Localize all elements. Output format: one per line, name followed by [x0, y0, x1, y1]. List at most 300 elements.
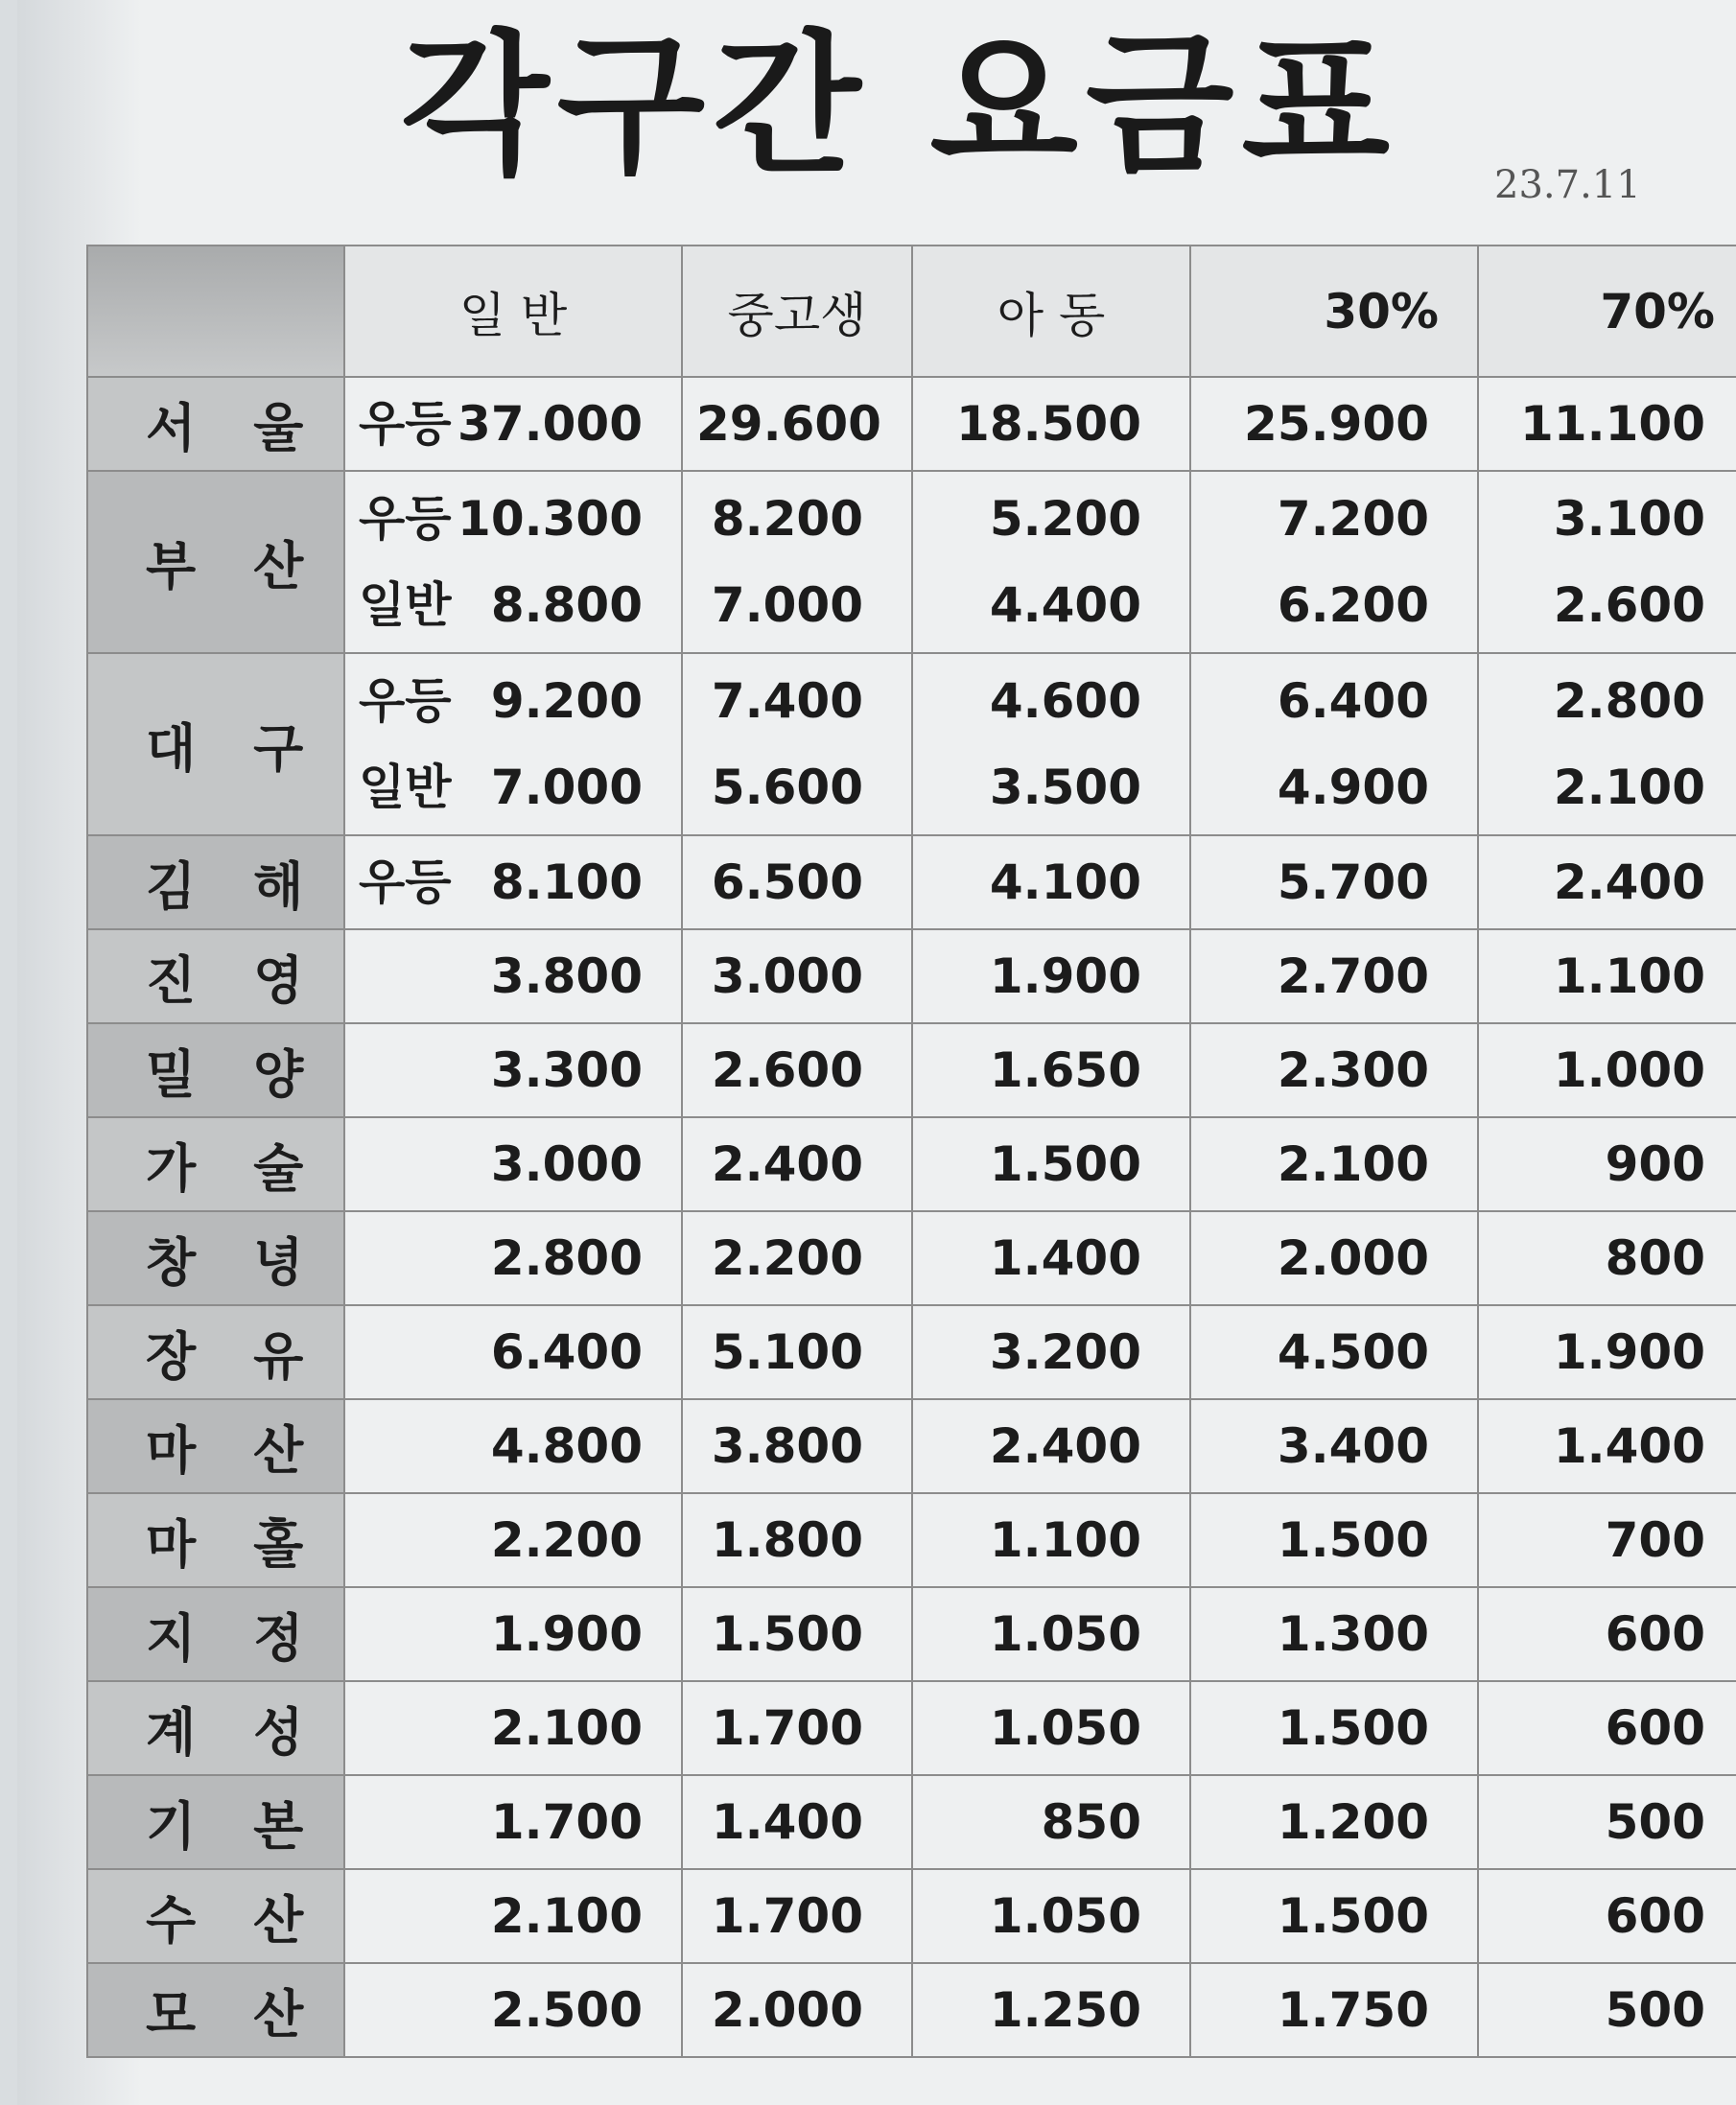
fare-value: 2.800 — [490, 1230, 643, 1286]
fare-cell-general — [344, 1493, 682, 1587]
fare-line — [359, 839, 643, 925]
station-name: 부산 — [87, 471, 344, 653]
fare-value: 3.000 — [490, 1136, 643, 1192]
fare-value: 4.900 — [1277, 760, 1429, 815]
table-row — [87, 1869, 1736, 1963]
fare-line — [927, 1779, 1141, 1865]
fare-line — [1492, 476, 1705, 562]
fare-value: 2.400 — [711, 1136, 863, 1192]
fare-line — [1492, 1121, 1705, 1207]
fare-value: 3.800 — [490, 948, 643, 1004]
fare-value: 1.100 — [989, 1512, 1141, 1568]
fare-value: 2.200 — [711, 1230, 863, 1286]
table-row — [87, 835, 1736, 929]
fare-cell-child — [912, 835, 1190, 929]
fare-cell-student — [682, 1493, 912, 1587]
fare-value: 11.100 — [1520, 396, 1705, 452]
station-name: 김해 — [87, 835, 344, 929]
fare-table-body — [87, 377, 1736, 2057]
fare-cell-p30 — [1190, 1211, 1478, 1305]
fare-line — [696, 744, 863, 830]
fare-value: 1.050 — [989, 1888, 1141, 1944]
fare-value: 1.900 — [989, 948, 1141, 1004]
fare-value: 850 — [1041, 1794, 1141, 1850]
fare-line — [359, 1779, 643, 1865]
fare-line — [696, 562, 863, 648]
station-name: 지정 — [87, 1587, 344, 1681]
fare-line — [1492, 1309, 1705, 1395]
fare-value: 7.400 — [711, 673, 863, 729]
fare-line — [1205, 1779, 1429, 1865]
fare-cell-p70 — [1478, 1211, 1736, 1305]
fare-cell-student — [682, 653, 912, 835]
fare-line — [1492, 1027, 1705, 1113]
fare-value: 500 — [1605, 1982, 1705, 2038]
fare-line — [696, 1685, 863, 1771]
fare-value: 9.200 — [490, 673, 643, 729]
column-header: 중고생 — [682, 246, 912, 377]
fare-line — [696, 1309, 863, 1395]
fare-value: 1.500 — [1277, 1700, 1429, 1756]
fare-cell-p70 — [1478, 1493, 1736, 1587]
class-label: 우등 — [359, 673, 452, 729]
fare-line — [1205, 381, 1429, 467]
fare-cell-p30 — [1190, 1869, 1478, 1963]
fare-line — [696, 1779, 863, 1865]
fare-cell-child — [912, 1399, 1190, 1493]
fare-value: 1.250 — [989, 1982, 1141, 2038]
fare-value: 1.500 — [1277, 1512, 1429, 1568]
fare-line — [1205, 1873, 1429, 1959]
fare-cell-p70 — [1478, 653, 1736, 835]
fare-line — [927, 1591, 1141, 1677]
fare-cell-student — [682, 929, 912, 1023]
fare-value: 37.000 — [457, 396, 643, 452]
fare-cell-student — [682, 835, 912, 929]
station-name: 모산 — [87, 1963, 344, 2057]
fare-cell-general — [344, 1963, 682, 2057]
fare-value: 600 — [1605, 1888, 1705, 1944]
fare-value: 5.200 — [989, 491, 1141, 547]
header-row — [87, 246, 1736, 377]
fare-line — [1492, 381, 1705, 467]
fare-cell-p70 — [1478, 835, 1736, 929]
fare-value: 1.750 — [1277, 1982, 1429, 2038]
fare-value: 5.600 — [711, 760, 863, 815]
fare-cell-p30 — [1190, 1399, 1478, 1493]
fare-cell-general — [344, 1211, 682, 1305]
fare-line — [927, 381, 1141, 467]
fare-line — [927, 1215, 1141, 1301]
fare-line — [1205, 1027, 1429, 1113]
fare-value: 1.800 — [711, 1512, 863, 1568]
fare-line — [1492, 1873, 1705, 1959]
fare-cell-general — [344, 929, 682, 1023]
station-name: 기본 — [87, 1775, 344, 1869]
station-name: 장유 — [87, 1305, 344, 1399]
fare-cell-general — [344, 1117, 682, 1211]
fare-value: 1.900 — [490, 1606, 643, 1662]
table-row — [87, 1681, 1736, 1775]
fare-cell-p70 — [1478, 1117, 1736, 1211]
fare-value: 2.600 — [1553, 577, 1705, 633]
fare-value: 1.300 — [1277, 1606, 1429, 1662]
fare-line — [696, 381, 881, 467]
column-header: 일 반 — [344, 246, 682, 377]
fare-sheet — [17, 0, 1736, 2105]
table-row — [87, 377, 1736, 471]
class-label: 일반 — [359, 760, 452, 815]
class-label: 우등 — [359, 854, 452, 910]
fare-line — [1205, 1685, 1429, 1771]
fare-value: 4.400 — [989, 577, 1141, 633]
fare-cell-student — [682, 1681, 912, 1775]
fare-value: 1.050 — [989, 1606, 1141, 1662]
fare-cell-p70 — [1478, 1587, 1736, 1681]
fare-line — [927, 1685, 1141, 1771]
fare-value: 3.400 — [1277, 1418, 1429, 1474]
class-label: 일반 — [359, 577, 452, 633]
table-row — [87, 1305, 1736, 1399]
station-name: 계성 — [87, 1681, 344, 1775]
fare-cell-p70 — [1478, 1681, 1736, 1775]
fare-line — [1205, 476, 1429, 562]
fare-value: 2.700 — [1277, 948, 1429, 1004]
fare-line — [696, 1403, 863, 1489]
fare-line — [359, 1403, 643, 1489]
table-row — [87, 653, 1736, 835]
fare-cell-general — [344, 1305, 682, 1399]
fare-line — [1492, 658, 1705, 744]
fare-value: 6.500 — [711, 854, 863, 910]
fare-line — [696, 1873, 863, 1959]
fare-line — [1492, 839, 1705, 925]
fare-cell-child — [912, 929, 1190, 1023]
fare-line — [927, 658, 1141, 744]
fare-line — [696, 658, 863, 744]
fare-line — [1492, 1967, 1705, 2053]
fare-value: 6.400 — [1277, 673, 1429, 729]
fare-line — [927, 562, 1141, 648]
class-label: 우등 — [359, 491, 452, 547]
fare-cell-general — [344, 1869, 682, 1963]
station-name: 진영 — [87, 929, 344, 1023]
fare-value: 2.100 — [1553, 760, 1705, 815]
fare-line — [359, 1121, 643, 1207]
fare-cell-child — [912, 471, 1190, 653]
fare-cell-p30 — [1190, 1963, 1478, 2057]
fare-cell-student — [682, 377, 912, 471]
corner-cell — [87, 246, 344, 377]
fare-cell-general — [344, 1399, 682, 1493]
fare-cell-child — [912, 1587, 1190, 1681]
fare-cell-general — [344, 1775, 682, 1869]
fare-line — [1205, 1497, 1429, 1583]
fare-cell-p70 — [1478, 1023, 1736, 1117]
fare-value: 1.400 — [989, 1230, 1141, 1286]
fare-value: 7.000 — [711, 577, 863, 633]
fare-line — [696, 1215, 863, 1301]
fare-value: 2.800 — [1553, 673, 1705, 729]
fare-value: 1.500 — [711, 1606, 863, 1662]
fare-cell-student — [682, 1399, 912, 1493]
fare-line — [359, 1215, 643, 1301]
table-row — [87, 1023, 1736, 1117]
fare-cell-p70 — [1478, 1963, 1736, 2057]
fare-line — [696, 1027, 863, 1113]
fare-value: 1.700 — [711, 1700, 863, 1756]
fare-cell-p30 — [1190, 1587, 1478, 1681]
station-name: 서울 — [87, 377, 344, 471]
fare-value: 3.000 — [711, 948, 863, 1004]
fare-value: 25.900 — [1244, 396, 1429, 452]
fare-line — [1492, 744, 1705, 830]
fare-value: 2.000 — [711, 1982, 863, 2038]
fare-value: 5.100 — [711, 1324, 863, 1380]
fare-line — [927, 1967, 1141, 2053]
table-row — [87, 1587, 1736, 1681]
table-row — [87, 1963, 1736, 2057]
fare-cell-general — [344, 1681, 682, 1775]
fare-cell-p30 — [1190, 377, 1478, 471]
fare-cell-p30 — [1190, 1493, 1478, 1587]
station-name: 마홀 — [87, 1493, 344, 1587]
fare-value: 500 — [1605, 1794, 1705, 1850]
fare-cell-student — [682, 1587, 912, 1681]
fare-value: 6.400 — [490, 1324, 643, 1380]
fare-line — [1492, 1779, 1705, 1865]
fare-value: 1.650 — [989, 1042, 1141, 1098]
fare-line — [696, 1497, 863, 1583]
fare-cell-p30 — [1190, 1305, 1478, 1399]
fare-cell-p30 — [1190, 471, 1478, 653]
fare-value: 900 — [1605, 1136, 1705, 1192]
fare-value: 6.200 — [1277, 577, 1429, 633]
fare-value: 1.700 — [711, 1888, 863, 1944]
fare-value: 4.500 — [1277, 1324, 1429, 1380]
fare-line — [1492, 1591, 1705, 1677]
fare-line — [1492, 1215, 1705, 1301]
fare-value: 1.500 — [1277, 1888, 1429, 1944]
fare-value: 1.400 — [1553, 1418, 1705, 1474]
fare-cell-child — [912, 1681, 1190, 1775]
station-name: 창녕 — [87, 1211, 344, 1305]
fare-line — [1205, 1591, 1429, 1677]
station-name: 수산 — [87, 1869, 344, 1963]
fare-line — [359, 744, 643, 830]
fare-value: 1.700 — [490, 1794, 643, 1850]
class-label: 우등 — [359, 396, 452, 452]
fare-cell-child — [912, 1963, 1190, 2057]
table-row — [87, 1493, 1736, 1587]
table-row — [87, 1117, 1736, 1211]
fare-value: 600 — [1605, 1606, 1705, 1662]
station-name: 대구 — [87, 653, 344, 835]
fare-cell-child — [912, 1869, 1190, 1963]
fare-value: 4.100 — [989, 854, 1141, 910]
fare-line — [696, 476, 863, 562]
fare-value: 4.800 — [490, 1418, 643, 1474]
fare-line — [1205, 1309, 1429, 1395]
fare-cell-general — [344, 1023, 682, 1117]
fare-line — [359, 933, 643, 1019]
fare-line — [927, 476, 1141, 562]
fare-cell-student — [682, 1117, 912, 1211]
fare-cell-student — [682, 471, 912, 653]
fare-cell-p30 — [1190, 1681, 1478, 1775]
fare-line — [359, 381, 643, 467]
fare-line — [359, 1685, 643, 1771]
fare-value: 1.200 — [1277, 1794, 1429, 1850]
fare-value: 7.000 — [490, 760, 643, 815]
fare-value: 2.100 — [1277, 1136, 1429, 1192]
fare-cell-p30 — [1190, 1117, 1478, 1211]
fare-value: 2.500 — [490, 1982, 643, 2038]
fare-cell-general — [344, 835, 682, 929]
fare-line — [1205, 658, 1429, 744]
fare-value: 10.300 — [457, 491, 643, 547]
fare-value: 2.400 — [989, 1418, 1141, 1474]
fare-table — [86, 245, 1736, 2058]
fare-cell-p70 — [1478, 929, 1736, 1023]
fare-value: 3.100 — [1553, 491, 1705, 547]
fare-line — [359, 1873, 643, 1959]
fare-cell-child — [912, 1117, 1190, 1211]
fare-cell-p70 — [1478, 1399, 1736, 1493]
fare-line — [359, 1967, 643, 2053]
fare-line — [927, 1027, 1141, 1113]
column-header: 70% — [1478, 246, 1736, 377]
fare-cell-student — [682, 1023, 912, 1117]
fare-value: 1.000 — [1553, 1042, 1705, 1098]
fare-cell-general — [344, 471, 682, 653]
fare-value: 4.600 — [989, 673, 1141, 729]
table-row — [87, 929, 1736, 1023]
fare-cell-student — [682, 1775, 912, 1869]
fare-line — [1205, 744, 1429, 830]
fare-value: 5.700 — [1277, 854, 1429, 910]
fare-value: 2.400 — [1553, 854, 1705, 910]
posted-date: 23.7.11 — [1494, 163, 1641, 207]
fare-line — [359, 1497, 643, 1583]
fare-cell-p70 — [1478, 1775, 1736, 1869]
fare-cell-child — [912, 377, 1190, 471]
fare-cell-p70 — [1478, 1869, 1736, 1963]
fare-value: 8.800 — [490, 577, 643, 633]
fare-line — [1205, 933, 1429, 1019]
fare-line — [1205, 1121, 1429, 1207]
fare-line — [927, 1403, 1141, 1489]
fare-line — [359, 658, 643, 744]
fare-line — [1205, 562, 1429, 648]
fare-line — [927, 1309, 1141, 1395]
fare-cell-child — [912, 653, 1190, 835]
fare-value: 3.500 — [989, 760, 1141, 815]
fare-cell-child — [912, 1775, 1190, 1869]
fare-value: 3.800 — [711, 1418, 863, 1474]
fare-cell-p70 — [1478, 377, 1736, 471]
fare-line — [696, 1591, 863, 1677]
fare-line — [696, 1121, 863, 1207]
fare-line — [1492, 1403, 1705, 1489]
fare-cell-p30 — [1190, 929, 1478, 1023]
fare-line — [1492, 562, 1705, 648]
fare-line — [359, 1309, 643, 1395]
fare-line — [359, 476, 643, 562]
fare-cell-child — [912, 1305, 1190, 1399]
fare-value: 1.400 — [711, 1794, 863, 1850]
fare-cell-general — [344, 653, 682, 835]
page-title: 각구간 요금표 — [401, 15, 1398, 195]
fare-cell-p30 — [1190, 1775, 1478, 1869]
fare-value: 18.500 — [956, 396, 1141, 452]
fare-line — [359, 1027, 643, 1113]
fare-line — [1492, 1497, 1705, 1583]
fare-cell-child — [912, 1493, 1190, 1587]
fare-cell-child — [912, 1023, 1190, 1117]
fare-value: 1.050 — [989, 1700, 1141, 1756]
fare-line — [1205, 1215, 1429, 1301]
fare-line — [1205, 1967, 1429, 2053]
table-row — [87, 1211, 1736, 1305]
fare-line — [696, 839, 863, 925]
fare-value: 1.500 — [989, 1136, 1141, 1192]
fare-cell-student — [682, 1211, 912, 1305]
station-name: 마산 — [87, 1399, 344, 1493]
fare-cell-general — [344, 1587, 682, 1681]
station-name: 가술 — [87, 1117, 344, 1211]
fare-value: 1.900 — [1553, 1324, 1705, 1380]
fare-value: 1.100 — [1553, 948, 1705, 1004]
fare-value: 2.200 — [490, 1512, 643, 1568]
fare-line — [359, 562, 643, 648]
fare-cell-p30 — [1190, 835, 1478, 929]
fare-cell-student — [682, 1869, 912, 1963]
fare-line — [1492, 1685, 1705, 1771]
fare-line — [927, 933, 1141, 1019]
fare-line — [696, 1967, 863, 2053]
fare-cell-general — [344, 377, 682, 471]
station-name: 밀양 — [87, 1023, 344, 1117]
fare-value: 2.300 — [1277, 1042, 1429, 1098]
fare-cell-p70 — [1478, 471, 1736, 653]
fare-line — [927, 1873, 1141, 1959]
fare-line — [1205, 1403, 1429, 1489]
fare-value: 700 — [1605, 1512, 1705, 1568]
fare-line — [927, 1497, 1141, 1583]
column-header: 30% — [1190, 246, 1478, 377]
fare-line — [696, 933, 863, 1019]
fare-value: 8.100 — [490, 854, 643, 910]
fare-value: 3.200 — [989, 1324, 1141, 1380]
fare-line — [927, 839, 1141, 925]
table-row — [87, 471, 1736, 653]
fare-line — [927, 1121, 1141, 1207]
fare-value: 29.600 — [696, 396, 881, 452]
fare-cell-student — [682, 1305, 912, 1399]
table-row — [87, 1399, 1736, 1493]
fare-value: 2.100 — [490, 1700, 643, 1756]
fare-cell-student — [682, 1963, 912, 2057]
fare-line — [927, 744, 1141, 830]
fare-value: 7.200 — [1277, 491, 1429, 547]
fare-line — [1205, 839, 1429, 925]
fare-value: 2.100 — [490, 1888, 643, 1944]
table-row — [87, 1775, 1736, 1869]
fare-value: 3.300 — [490, 1042, 643, 1098]
fare-value: 2.600 — [711, 1042, 863, 1098]
column-header: 아 동 — [912, 246, 1190, 377]
